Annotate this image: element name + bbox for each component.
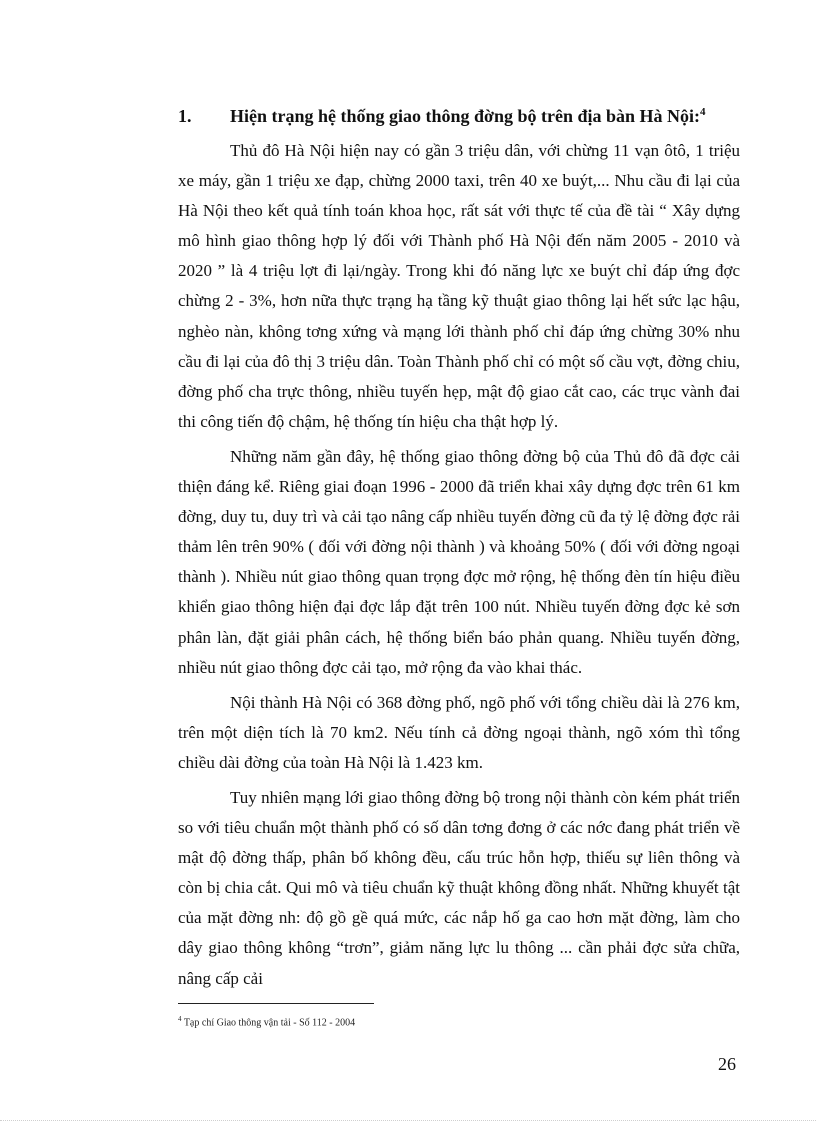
section-heading: [178, 97, 748, 131]
footnote-reference: 4: [700, 106, 706, 118]
footnote: [178, 1012, 355, 1030]
paragraph-3: Nội thành Hà Nội có 368 đờng phố, ngõ phố với tổng chiều dài là 276 km, trên một diện tích là 70 km2. Nếu tính cả đờng ngoại thành, ngõ xóm thì tổng chiều dài đờng của toàn Hà Nội là 1.423 km.: [178, 692, 740, 772]
paragraph-2: Những năm gần đây, hệ thống giao thông đờng bộ của Thủ đô đã đợc cải thiện đáng kể. Riêng giai đoạn 1996 - 2000 đã triển khai xây dựng đợc trên 61 km đờng, duy tu, duy trì và cải tạo nâng cấp nhiều tuyến đờng cũ đa tỷ lệ đờng đợc rải thảm lên trên 90% ( đối với đờng nội thành ) và khoảng 50% ( đối với đờng ngoại thành ). Nhiều nút giao thông quan trọng đợc mở rộng, hệ thống đèn tín hiệu điều khiển giao thông hiện đại đợc lắp đặt trên 100 nút. Nhiều tuyến đờng đợc kẻ sơn phân làn, đặt giải phân cách, hệ thống biển báo phản quang. Nhiều tuyến đờng, nhiều nút giao thông đợc cải tạo, mở rộng đa vào khai thác.: [178, 446, 740, 677]
body-text: [178, 136, 740, 999]
page-bottom-border: [0, 1120, 816, 1121]
paragraph-1: Thủ đô Hà Nội hiện nay có gần 3 triệu dân, với chừng 11 vạn ôtô, 1 triệu xe máy, gần 1 triệu xe đạp, chừng 2000 taxi, trên 40 xe buýt,... Nhu cầu đi lại của Hà Nội theo kết quả tính toán khoa học, rất sát với thực tế của đề tài “ Xây dựng mô hình giao thông hợp lý đối với Thành phố Hà Nội đến năm 2005 - 2010 và 2020 ” là 4 triệu lợt đi lại/ngày. Trong khi đó năng lực xe buýt chỉ đáp ứng đợc chừng 2 - 3%, hơn nữa thực trạng hạ tầng kỹ thuật giao thông lại hết sức lạc hậu, nghèo nàn, không tơng xứng và mạng lới thành phố chỉ đáp ứng chừng 30% nhu cầu đi lại của đô thị 3 triệu dân. Toàn Thành phố chỉ có một số cầu vợt, đờng chiu, đờng phố cha trực thông, nhiều tuyến hẹp, mật độ giao cắt cao, các trục vành đai thi công tiến độ chậm, hệ thống tín hiệu cha thật hợp lý.: [178, 141, 740, 431]
section-title: Hiện trạng hệ thống giao thông đờng bộ trên địa bàn Hà Nội:: [230, 106, 701, 126]
footnote-marker: 4: [178, 1015, 182, 1023]
footnote-text: Tạp chí Giao thông vận tải - Số 112 - 2004: [183, 1017, 356, 1029]
footnote-divider: [178, 1003, 374, 1004]
page-number: 26: [718, 1054, 736, 1074]
section-number: 1.: [178, 106, 192, 126]
paragraph-4: Tuy nhiên mạng lới giao thông đờng bộ trong nội thành còn kém phát triển so với tiêu chuẩn một thành phố có số dân tơng đơng ở các nớc đang phát triển về mật độ đờng thấp, phân bố không đều, cấu trúc hỗn hợp, thiếu sự liên thông và còn bị chia cắt. Qui mô và tiêu chuẩn kỹ thuật không đồng nhất. Những khuyết tật của mặt đờng nh: độ gồ gề quá mức, các nắp hố ga cao hơn mặt đờng, làm cho dây giao thông không “trơn”, giảm năng lực lu thông ... cần phải đợc sửa chữa, nâng cấp cải: [178, 787, 740, 988]
